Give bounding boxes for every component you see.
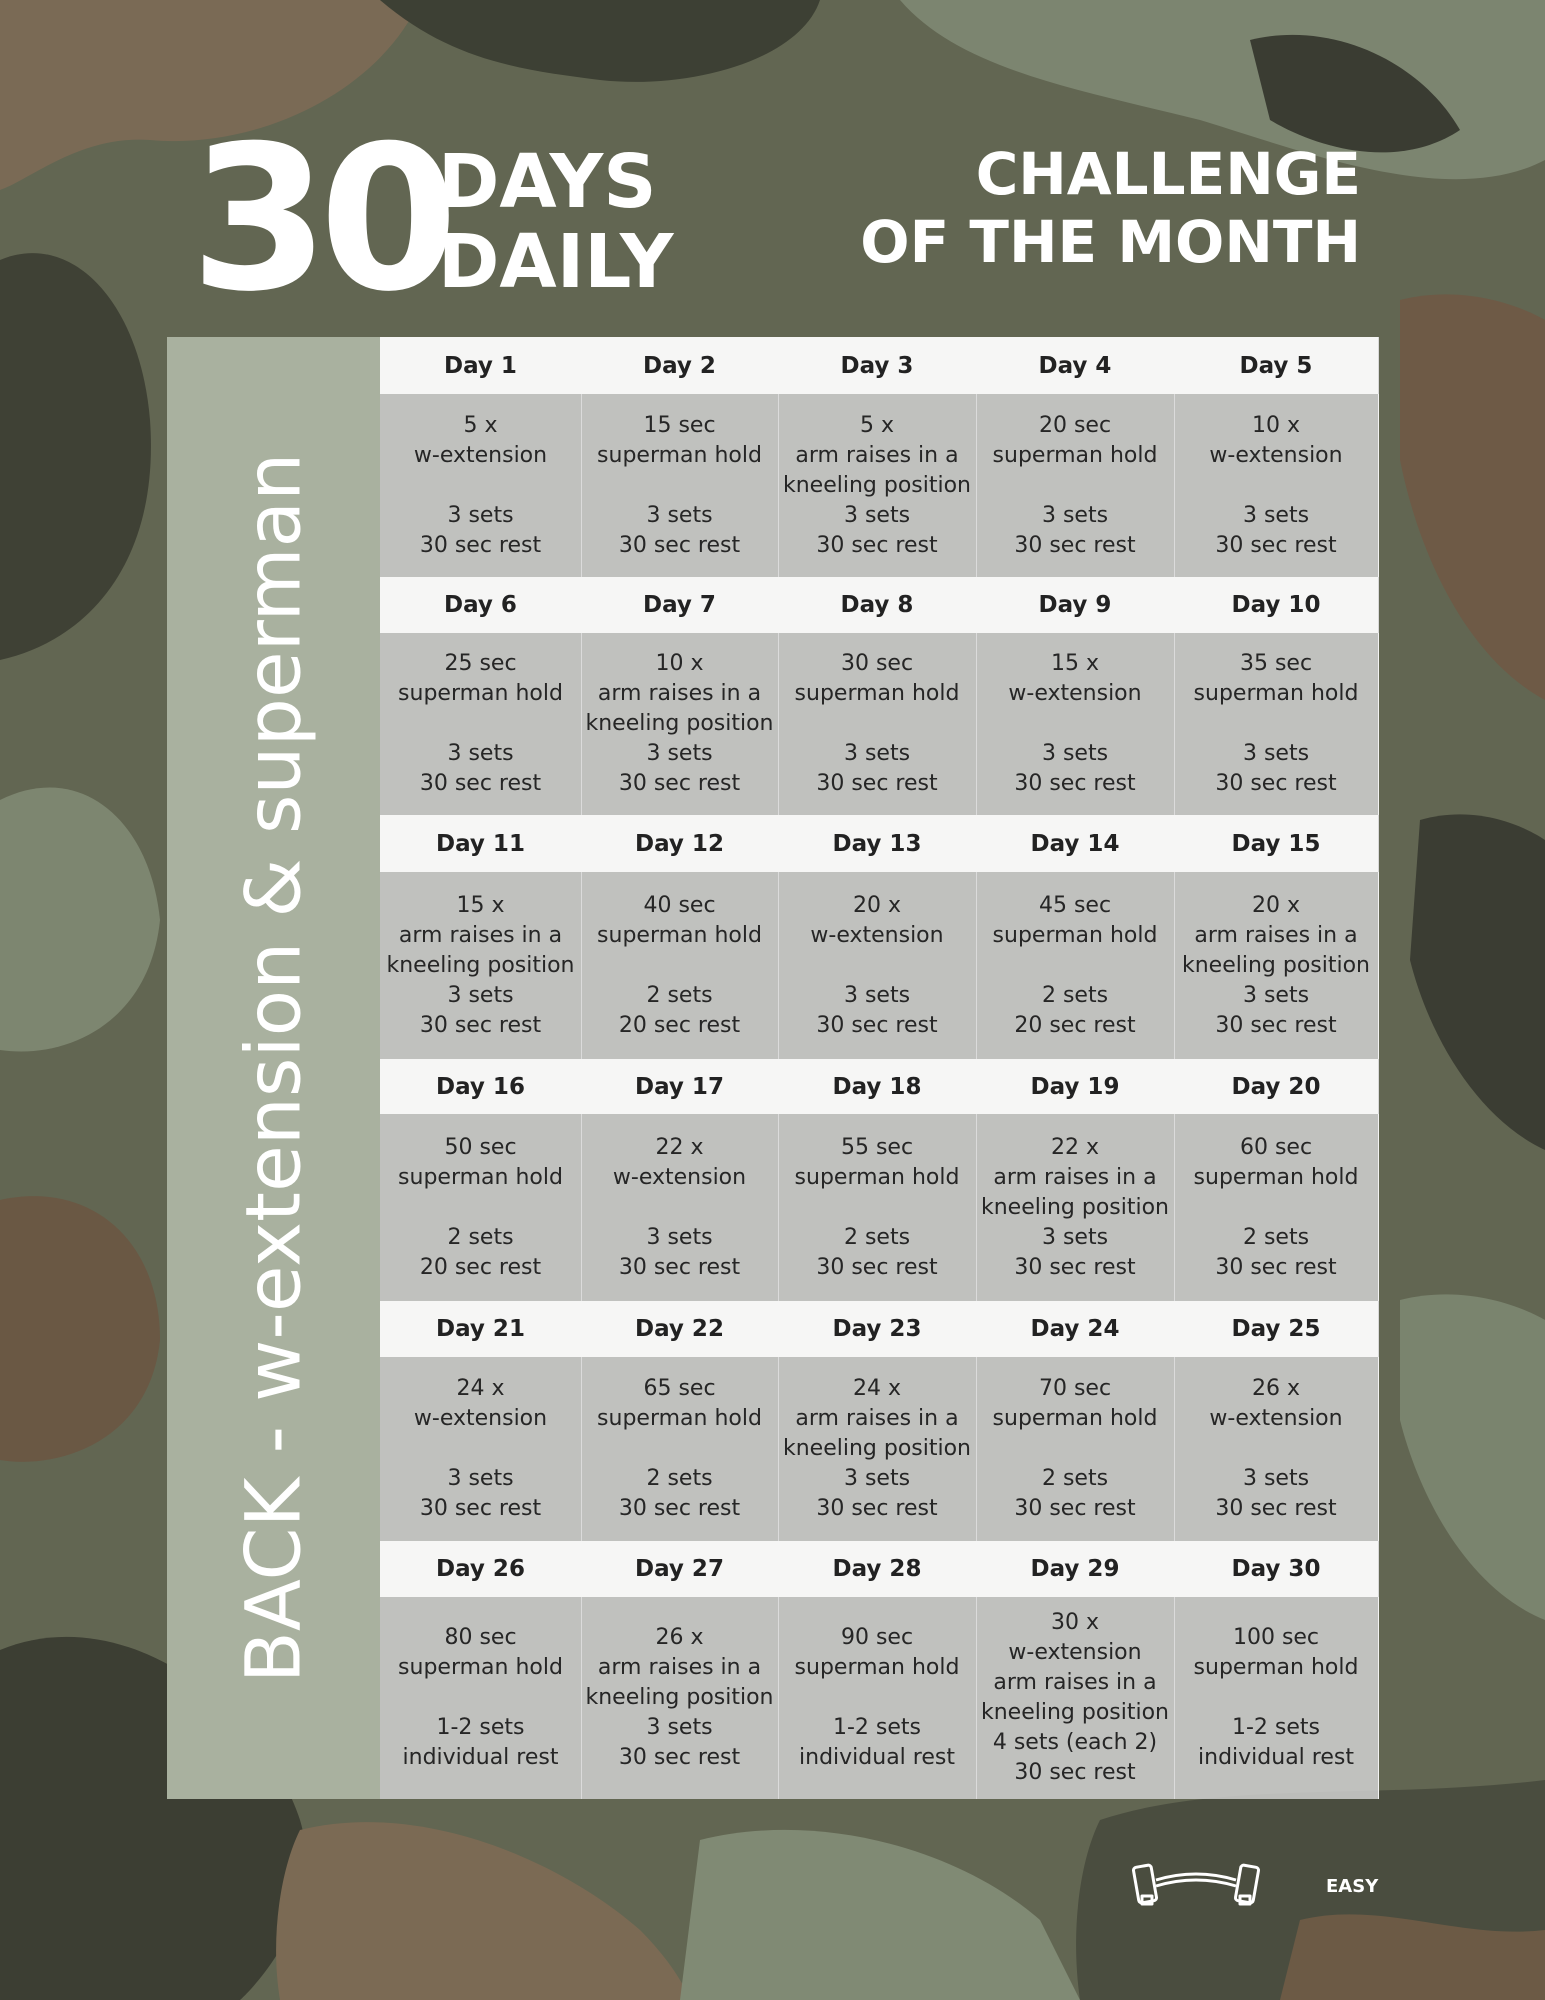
day-line: 30 sec rest [419, 1012, 542, 1038]
challenge-line-2: OF THE MONTH [860, 208, 1361, 276]
day-line: 3 sets [1242, 741, 1310, 766]
day-line: kneeling position [980, 1700, 1170, 1725]
day-line: kneeling position [585, 1685, 774, 1710]
day-header: Day 25 [1174, 1301, 1379, 1357]
day-line: 30 sec rest [419, 532, 542, 558]
challenge-heading [860, 140, 1361, 276]
day-header: Day 3 [778, 337, 977, 394]
day-line: 30 sec rest [816, 1254, 938, 1280]
day-line: 55 sec [840, 1134, 914, 1160]
day-header: Day 10 [1174, 577, 1379, 633]
day-header: Day 12 [581, 815, 779, 872]
day-line: individual rest [799, 1745, 955, 1770]
day-line: 3 sets [843, 502, 911, 528]
day-cell [778, 633, 977, 815]
day-line: 3 sets [447, 741, 514, 766]
day-line: 22 x [1050, 1134, 1099, 1160]
day-line: arm raises in a [993, 1670, 1157, 1695]
day-cell [976, 1114, 1175, 1301]
day-line: 3 sets [1041, 502, 1109, 528]
day-line: kneeling position [782, 472, 972, 498]
day-line: arm raises in a [1194, 922, 1358, 948]
day-cell [1174, 633, 1379, 815]
day-line: 3 sets [646, 1224, 713, 1250]
day-line: w-extension [1008, 681, 1142, 706]
day-cell [1174, 1114, 1379, 1301]
day-cell [581, 1114, 779, 1301]
day-line: individual rest [402, 1745, 559, 1770]
day-header: Day 24 [976, 1301, 1175, 1357]
day-header: Day 21 [380, 1301, 582, 1357]
day-line: 2 sets [843, 1224, 911, 1250]
day-line: 20 sec rest [1014, 1012, 1136, 1038]
day-cell [1174, 394, 1379, 577]
day-line: 4 sets (each 2) [992, 1730, 1158, 1755]
calendar-grid [380, 337, 1378, 1799]
day-line: 30 sec rest [1215, 1254, 1337, 1280]
day-cell [1174, 1597, 1379, 1799]
day-line: 30 sec rest [419, 771, 542, 796]
day-line: 20 sec [1038, 412, 1112, 438]
day-line: 22 x [655, 1134, 704, 1160]
day-line: w-extension [1008, 1640, 1142, 1665]
day-line: arm raises in a [795, 442, 959, 468]
day-line: 30 sec rest [1014, 1496, 1136, 1521]
day-header: Day 28 [778, 1541, 977, 1597]
day-cell [581, 394, 779, 577]
day-line: 3 sets [1242, 982, 1310, 1008]
day-line: 3 sets [1242, 502, 1310, 528]
day-header: Day 5 [1174, 337, 1379, 394]
day-line: kneeling position [980, 1194, 1170, 1220]
title-line-daily: DAILY [438, 219, 674, 305]
day-line: w-extension [810, 922, 944, 948]
day-line: 70 sec [1038, 1376, 1112, 1401]
day-line: 40 sec [643, 892, 716, 918]
day-line: superman hold [992, 922, 1158, 948]
day-line: 80 sec [444, 1625, 517, 1650]
day-cell [581, 872, 779, 1059]
day-line: 20 sec rest [419, 1254, 542, 1280]
day-header: Day 14 [976, 815, 1175, 872]
day-header: Day 29 [976, 1541, 1175, 1597]
day-cell [581, 1597, 779, 1799]
day-cell [1174, 1357, 1379, 1541]
day-line: 30 sec rest [419, 1496, 542, 1521]
day-header: Day 20 [1174, 1059, 1379, 1114]
day-line: superman hold [992, 442, 1158, 468]
day-line: 30 sec rest [618, 771, 741, 796]
day-line: 3 sets [447, 982, 514, 1008]
day-line: 3 sets [1041, 741, 1109, 766]
day-line: 3 sets [646, 741, 713, 766]
day-line: superman hold [794, 1164, 960, 1190]
day-line: 3 sets [1242, 1466, 1310, 1491]
day-line: kneeling position [1181, 952, 1371, 978]
day-line: kneeling position [782, 1436, 972, 1461]
day-line: 30 sec rest [618, 1496, 741, 1521]
day-line: 30 sec rest [816, 1496, 938, 1521]
day-line: 15 x [456, 892, 505, 918]
day-line: 3 sets [447, 502, 514, 528]
day-cell [778, 394, 977, 577]
difficulty-label: EASY [1326, 1876, 1379, 1897]
day-line: 24 x [456, 1376, 505, 1401]
day-header: Day 15 [1174, 815, 1379, 872]
day-header: Day 23 [778, 1301, 977, 1357]
day-header: Day 7 [581, 577, 779, 633]
day-cell [380, 872, 582, 1059]
sidebar-title: BACK - w-extension & superman [228, 452, 318, 1684]
day-line: 20 x [852, 892, 901, 918]
day-line: 30 sec rest [1215, 1012, 1337, 1038]
day-line: 3 sets [843, 741, 911, 766]
day-header: Day 2 [581, 337, 779, 394]
day-line: 5 x [463, 412, 498, 438]
day-line: superman hold [398, 1164, 563, 1190]
day-line: 10 x [1251, 412, 1300, 438]
day-line: 3 sets [646, 1715, 713, 1740]
day-line: 30 sec rest [1215, 771, 1337, 796]
day-header: Day 27 [581, 1541, 779, 1597]
day-header: Day 11 [380, 815, 582, 872]
day-line: superman hold [597, 442, 762, 468]
day-line: 26 x [1251, 1376, 1300, 1401]
day-header: Day 26 [380, 1541, 582, 1597]
day-line: 30 sec rest [1014, 532, 1136, 558]
day-cell [778, 1114, 977, 1301]
day-line: 60 sec [1239, 1134, 1313, 1160]
day-line: arm raises in a [993, 1164, 1157, 1190]
day-line: 30 x [1050, 1610, 1099, 1635]
day-line: 30 sec rest [816, 532, 938, 558]
day-header: Day 9 [976, 577, 1175, 633]
title-number: 30 [190, 103, 449, 336]
day-line: 1-2 sets [436, 1715, 525, 1740]
day-line: superman hold [398, 681, 563, 706]
day-line: 30 sec rest [816, 771, 938, 796]
day-line: superman hold [794, 1655, 960, 1680]
day-line: 2 sets [646, 1466, 713, 1491]
day-line: 24 x [852, 1376, 901, 1401]
title-words [438, 139, 674, 305]
day-header: Day 17 [581, 1059, 779, 1114]
day-line: 15 sec [643, 412, 716, 438]
day-line: 2 sets [1041, 982, 1109, 1008]
day-line: 50 sec [444, 1134, 517, 1160]
day-cell [976, 1357, 1175, 1541]
day-cell [778, 1357, 977, 1541]
day-header: Day 1 [380, 337, 582, 394]
day-line: 100 sec [1232, 1625, 1320, 1650]
day-line: kneeling position [585, 711, 774, 736]
day-header: Day 22 [581, 1301, 779, 1357]
day-cell [1174, 872, 1379, 1059]
day-line: 15 x [1050, 651, 1099, 676]
challenge-line-1: CHALLENGE [975, 140, 1361, 208]
day-header: Day 6 [380, 577, 582, 633]
day-line: superman hold [597, 1406, 762, 1431]
day-line: superman hold [1193, 1655, 1359, 1680]
day-line: 3 sets [843, 982, 911, 1008]
day-line: 45 sec [1038, 892, 1112, 918]
day-cell [581, 1357, 779, 1541]
day-line: arm raises in a [398, 922, 563, 948]
day-cell [778, 1597, 977, 1799]
title-line-days: DAYS [438, 139, 657, 225]
day-cell [380, 394, 582, 577]
day-line: 30 sec rest [618, 1745, 741, 1770]
day-line: 5 x [859, 412, 894, 438]
day-line: w-extension [1209, 442, 1343, 468]
day-header: Day 19 [976, 1059, 1175, 1114]
day-line: w-extension [413, 1406, 548, 1431]
day-line: 65 sec [643, 1376, 716, 1401]
day-line: superman hold [1193, 681, 1359, 706]
day-line: arm raises in a [795, 1406, 959, 1431]
day-cell [380, 1597, 582, 1799]
day-cell [976, 394, 1175, 577]
day-line: 20 sec rest [618, 1012, 741, 1038]
day-line: 2 sets [447, 1224, 514, 1250]
day-cell [581, 633, 779, 815]
day-line: 1-2 sets [1231, 1715, 1320, 1740]
day-line: superman hold [398, 1655, 563, 1680]
day-line: 30 sec rest [1215, 1496, 1337, 1521]
day-line: 3 sets [447, 1466, 514, 1491]
day-header: Day 18 [778, 1059, 977, 1114]
day-cell [380, 1114, 582, 1301]
day-line: 3 sets [646, 502, 713, 528]
day-line: individual rest [1198, 1745, 1354, 1770]
day-header: Day 30 [1174, 1541, 1379, 1597]
day-header: Day 4 [976, 337, 1175, 394]
day-cell [380, 1357, 582, 1541]
day-header: Day 8 [778, 577, 977, 633]
day-line: superman hold [1193, 1164, 1359, 1190]
day-line: 10 x [655, 651, 704, 676]
day-line: 30 sec rest [618, 1254, 741, 1280]
day-line: superman hold [597, 922, 762, 948]
day-cell [976, 1597, 1175, 1799]
day-line: 26 x [655, 1625, 704, 1650]
day-cell [380, 633, 582, 815]
sidebar-panel [167, 337, 380, 1799]
day-line: 30 sec rest [816, 1012, 938, 1038]
day-line: 30 sec rest [1014, 1760, 1136, 1785]
day-line: kneeling position [386, 952, 575, 978]
day-line: 20 x [1251, 892, 1300, 918]
day-line: 30 sec rest [618, 532, 741, 558]
day-header: Day 16 [380, 1059, 582, 1114]
day-line: superman hold [794, 681, 960, 706]
day-cell [778, 872, 977, 1059]
day-cell [976, 872, 1175, 1059]
day-line: w-extension [612, 1164, 747, 1190]
day-line: 30 sec [840, 651, 914, 676]
day-line: 1-2 sets [832, 1715, 921, 1740]
day-line: 3 sets [843, 1466, 911, 1491]
day-line: w-extension [413, 442, 548, 468]
day-cell [976, 633, 1175, 815]
day-line: 90 sec [840, 1625, 914, 1650]
day-line: 25 sec [444, 651, 517, 676]
day-line: 30 sec rest [1014, 1254, 1136, 1280]
day-line: 35 sec [1239, 651, 1313, 676]
day-line: 3 sets [1041, 1224, 1109, 1250]
day-line: w-extension [1209, 1406, 1343, 1431]
day-line: arm raises in a [597, 1655, 762, 1680]
day-line: superman hold [992, 1406, 1158, 1431]
day-line: 2 sets [646, 982, 713, 1008]
day-line: 30 sec rest [1014, 771, 1136, 796]
dumbbell-icon [1130, 1862, 1262, 1908]
day-line: 2 sets [1242, 1224, 1310, 1250]
day-line: 30 sec rest [1215, 532, 1337, 558]
day-header: Day 13 [778, 815, 977, 872]
day-line: arm raises in a [597, 681, 762, 706]
day-line: 2 sets [1041, 1466, 1109, 1491]
